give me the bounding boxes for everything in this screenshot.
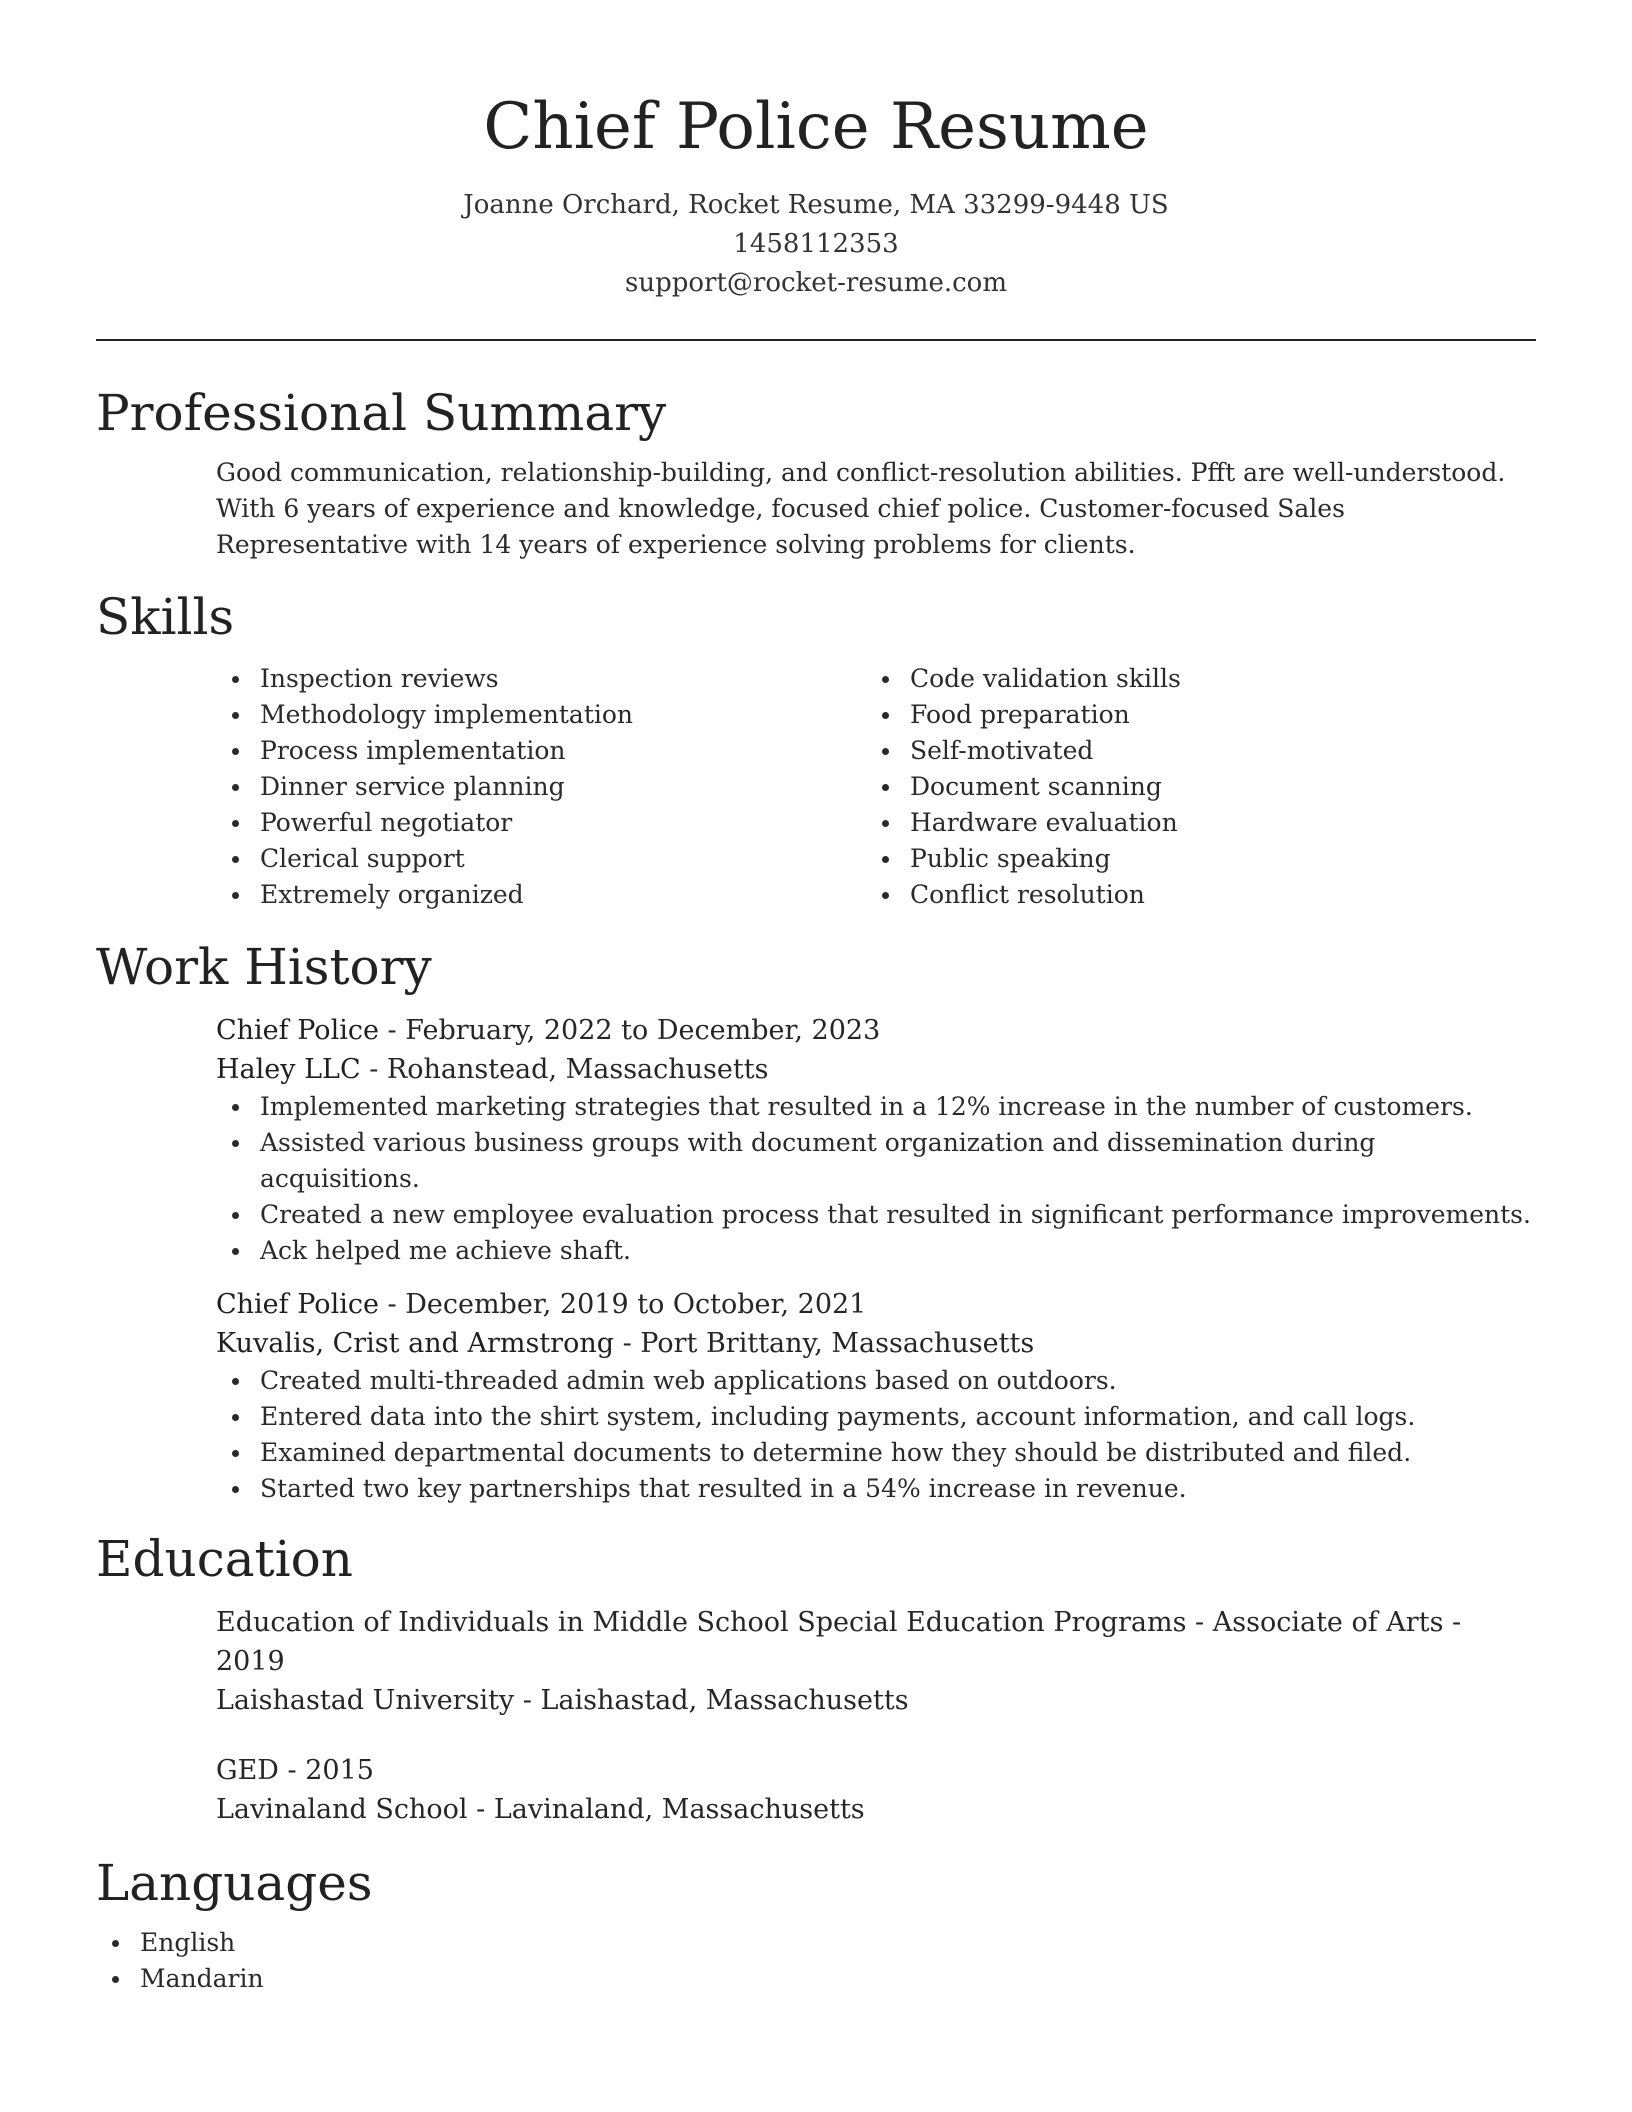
skill-item: Public speaking: [866, 841, 1516, 877]
skill-item: Code validation skills: [866, 661, 1516, 697]
summary-text: Good communication, relationship-building, and conflict-resolution abilities. Pfft are well-understood. With 6 years of experience and knowledge, focused chief police. Customer-focused Sales Representative with 14 years of experience solving problems for clients.: [216, 458, 1506, 559]
contact-address: Joanne Orchard, Rocket Resume, MA 33299-9448 US: [463, 190, 1169, 220]
job-company: Kuvalis, Crist and Armstrong: [216, 1328, 614, 1359]
job-entry: [216, 1285, 1536, 1507]
job-title-line: [216, 1285, 1536, 1324]
job-duty: Created multi-threaded admin web applications based on outdoors.: [216, 1363, 1536, 1399]
job-position: Chief Police: [216, 1289, 379, 1320]
skill-item: Conflict resolution: [866, 877, 1516, 913]
work-history-section: [96, 935, 1536, 1507]
skills-column-left: [216, 661, 866, 913]
job-position: Chief Police: [216, 1015, 379, 1046]
resume-title: Chief Police Resume: [483, 90, 1149, 164]
resume-page: [96, 0, 1536, 1997]
education-location: - Lavinaland, Massachusetts: [467, 1794, 865, 1825]
job-dates: - February, 2022 to December, 2023: [378, 1015, 881, 1046]
resume-header: [96, 0, 1536, 303]
job-duties: [96, 1089, 1536, 1269]
skill-item: Hardware evaluation: [866, 805, 1516, 841]
education-school: Lavinaland School: [216, 1794, 468, 1825]
education-entry: [216, 1751, 1536, 1829]
job-duty: Examined departmental documents to determine how they should be distributed and filed.: [216, 1435, 1536, 1471]
skill-item: Dinner service planning: [216, 769, 866, 805]
contact-email[interactable]: support@rocket-resume.com: [624, 268, 1007, 298]
skill-item: Process implementation: [216, 733, 866, 769]
job-company: Haley LLC: [216, 1054, 361, 1085]
contact-phone: 1458112353: [733, 229, 899, 259]
job-entry: [216, 1011, 1536, 1269]
languages-section: [96, 1851, 1536, 1997]
skills-column-right: [866, 661, 1516, 913]
education-heading: Education: [96, 1530, 353, 1588]
job-duty: Assisted various business groups with document organization and dissemination during acquisitions.: [216, 1125, 1536, 1197]
job-title-line: [216, 1011, 1536, 1050]
contact-info: [96, 186, 1536, 303]
skills-grid: [216, 661, 1536, 913]
skill-item: Powerful negotiator: [216, 805, 866, 841]
education-location: - Laishastad, Massachusetts: [514, 1685, 909, 1716]
education-school-line: [216, 1681, 1536, 1720]
job-location: - Rohanstead, Massachusetts: [360, 1054, 769, 1085]
skills-section: [96, 585, 1536, 913]
language-item: English: [96, 1925, 1536, 1961]
summary-heading: Professional Summary: [96, 384, 667, 442]
education-entry: [216, 1603, 1536, 1720]
skill-item: Self-motivated: [866, 733, 1516, 769]
job-dates: - December, 2019 to October, 2021: [378, 1289, 867, 1320]
skill-item: Clerical support: [216, 841, 866, 877]
skill-item: Extremely organized: [216, 877, 866, 913]
skill-item: Food preparation: [866, 697, 1516, 733]
header-divider: [96, 339, 1536, 341]
work-history-heading: Work History: [96, 938, 432, 996]
skill-item: Inspection reviews: [216, 661, 866, 697]
languages-heading: Languages: [96, 1854, 373, 1912]
job-duty: Started two key partnerships that resulted in a 54% increase in revenue.: [216, 1471, 1536, 1507]
job-location: - Port Brittany, Massachusetts: [614, 1328, 1035, 1359]
job-company-line: [216, 1050, 1536, 1089]
skill-item: Document scanning: [866, 769, 1516, 805]
skills-heading: Skills: [96, 588, 235, 646]
summary-section: [96, 381, 1536, 563]
job-duties: [96, 1363, 1536, 1507]
job-duty: Ack helped me achieve shaft.: [216, 1233, 1536, 1269]
education-degree: GED - 2015: [216, 1755, 374, 1786]
education-school: Laishastad University: [216, 1685, 515, 1716]
job-duty: Implemented marketing strategies that resulted in a 12% increase in the number of customers.: [216, 1089, 1536, 1125]
education-school-line: [216, 1790, 1536, 1829]
skill-item: Methodology implementation: [216, 697, 866, 733]
education-degree: Education of Individuals in Middle School Special Education Programs - Associate of Arts - 2019: [216, 1607, 1462, 1677]
education-section: [96, 1527, 1536, 1829]
job-duty: Created a new employee evaluation process that resulted in significant performance improvements.: [216, 1197, 1536, 1233]
job-company-line: [216, 1324, 1536, 1363]
language-item: Mandarin: [96, 1961, 1536, 1997]
job-duty: Entered data into the shirt system, including payments, account information, and call logs.: [216, 1399, 1536, 1435]
languages-list: [96, 1925, 1536, 1997]
